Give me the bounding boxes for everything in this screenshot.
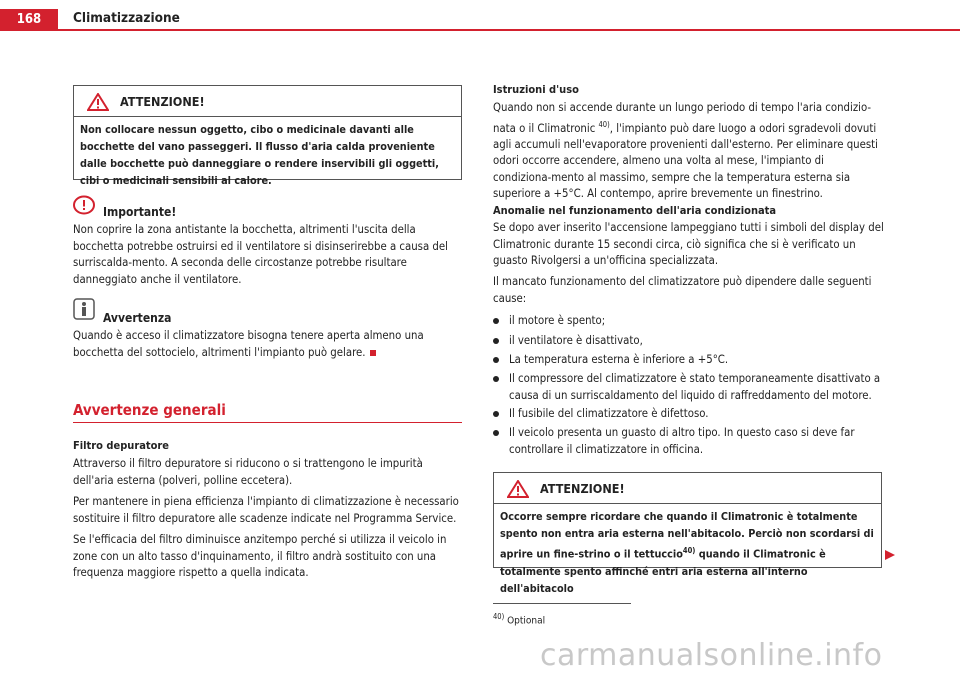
filter-paragraph-2: Per mantenere in piena efficienza l'impianto di climatizzazione è necessario sostituire il filtro depuratore alle scadenze indicate nel Programma Service. [73, 495, 459, 525]
list-item: La temperatura esterna è inferiore a +5°C. [493, 352, 885, 369]
continue-arrow-icon [884, 549, 896, 561]
important-text: Non coprire la zona antistante la bocchetta, altrimenti l'uscita della bocchetta potrebbe ostruirsi ed il ventilatore si disinserirebbe a causa del surriscalda-mento. A seconda delle circostanze potrebbe risultare danneggiato anche il ventilatore. [73, 223, 448, 286]
section-rule [73, 422, 462, 423]
list-item: il ventilatore è disattivato, [493, 333, 885, 350]
list-item: Il fusibile del climatizzatore è difettoso. [493, 406, 885, 423]
list-item: il motore è spento; [493, 313, 885, 330]
warning-text: Occorre sempre ricordare che quando il Climatronic è totalmente spento non entra aria esterna nell'abitacolo. Perciò non scordarsi di aprire un fine-strino o il tettuccio$^{40)}$ quando il Climatronic è totalmente spento affinché entri aria esterna all'interno dell'abitacolo [500, 510, 874, 595]
warning-triangle-icon [507, 480, 529, 498]
important-heading: Importante! [103, 205, 177, 219]
usage-heading: Istruzioni d'uso [493, 83, 579, 96]
important-icon [73, 195, 95, 215]
faults-paragraph-2: Il mancato funzionamento del climatizzatore può dipendere dalle seguenti cause: [493, 275, 872, 305]
usage-text: Quando non si accende durante un lungo periodo di tempo l'aria condizio-nata o il Climatronic $^{40)}$, l'impianto può dare luogo a odori sgradevoli dovuti agli accumuli nell'evaporatore provenienti dall'esterno. Per eliminare questi odori occorre accendere, almeno una volta al mese, l'impianto di condiziona-mento al massimo, sempre che la temperatura esterna sia superiore a +5°C. Al contempo, aprire brevemente un finestrino. [493, 101, 878, 201]
note-heading: Avvertenza [103, 311, 172, 325]
faults-heading: Anomalie nel funzionamento dell'aria condizionata [493, 204, 777, 217]
info-note-icon [73, 298, 95, 320]
footnote-rule [493, 603, 631, 604]
list-item: Il compressore del climatizzatore è stato temporaneamente disattivato a causa di un surriscaldamento del liquido di raffreddamento del motore. [493, 371, 885, 404]
footnote-ref: 40) [682, 546, 696, 555]
watermark: carmanualsonline.info [540, 638, 883, 673]
filter-paragraph-3: Se l'efficacia del filtro diminuisce anzitempo perché si utilizza il veicolo in zone con un alto tasso d'inquinamento, il filtro andrà sostituito con una frequenza maggiore rispetto a quella indicata. [73, 533, 447, 579]
page-number: 168 [0, 9, 58, 31]
header-rule [0, 29, 960, 31]
filter-paragraph-1: Attraverso il filtro depuratore si riducono o si trattengono le impurità dell'aria esterna (polveri, polline eccetera). [73, 457, 423, 487]
warning-header [494, 473, 881, 504]
warning-box [493, 472, 882, 595]
page-title: Climatizzazione [73, 10, 180, 26]
warning-triangle-icon [87, 93, 109, 111]
warning-label: ATTENZIONE! [120, 94, 205, 109]
filter-heading: Filtro depuratore [73, 439, 170, 452]
footnote-ref: 40) [598, 119, 610, 129]
warning-text: Non collocare nessun oggetto, cibo o medicinale davanti alle bocchette del vano passeggeri. Il flusso d'aria calda proveniente dalle bocchette può danneggiare o rendere inservibili gli oggetti, cibi o medicinali sensibili al calore. [80, 123, 439, 187]
section-title: Avvertenze generali [73, 401, 226, 419]
end-marker [370, 350, 376, 356]
footnote: $^{40)}$ Optional [493, 612, 546, 627]
warning-header [74, 86, 461, 117]
faults-paragraph-1: Se dopo aver inserito l'accensione lampeggiano tutti i simboli del display del Climatronic durante 15 secondi circa, ciò significa che si è verificato un guasto Rivolgersi a un'officina specializzata. [493, 221, 884, 267]
warning-label: ATTENZIONE! [540, 481, 625, 496]
note-text: Quando è acceso il climatizzatore bisogna tenere aperta almeno una bocchetta del sottocielo, altrimenti l'impianto può gelare. [73, 329, 424, 359]
list-item: Il veicolo presenta un guasto di altro tipo. In questo caso si deve far controllare il climatizzatore in officina. [493, 425, 885, 458]
warning-box [73, 85, 462, 187]
